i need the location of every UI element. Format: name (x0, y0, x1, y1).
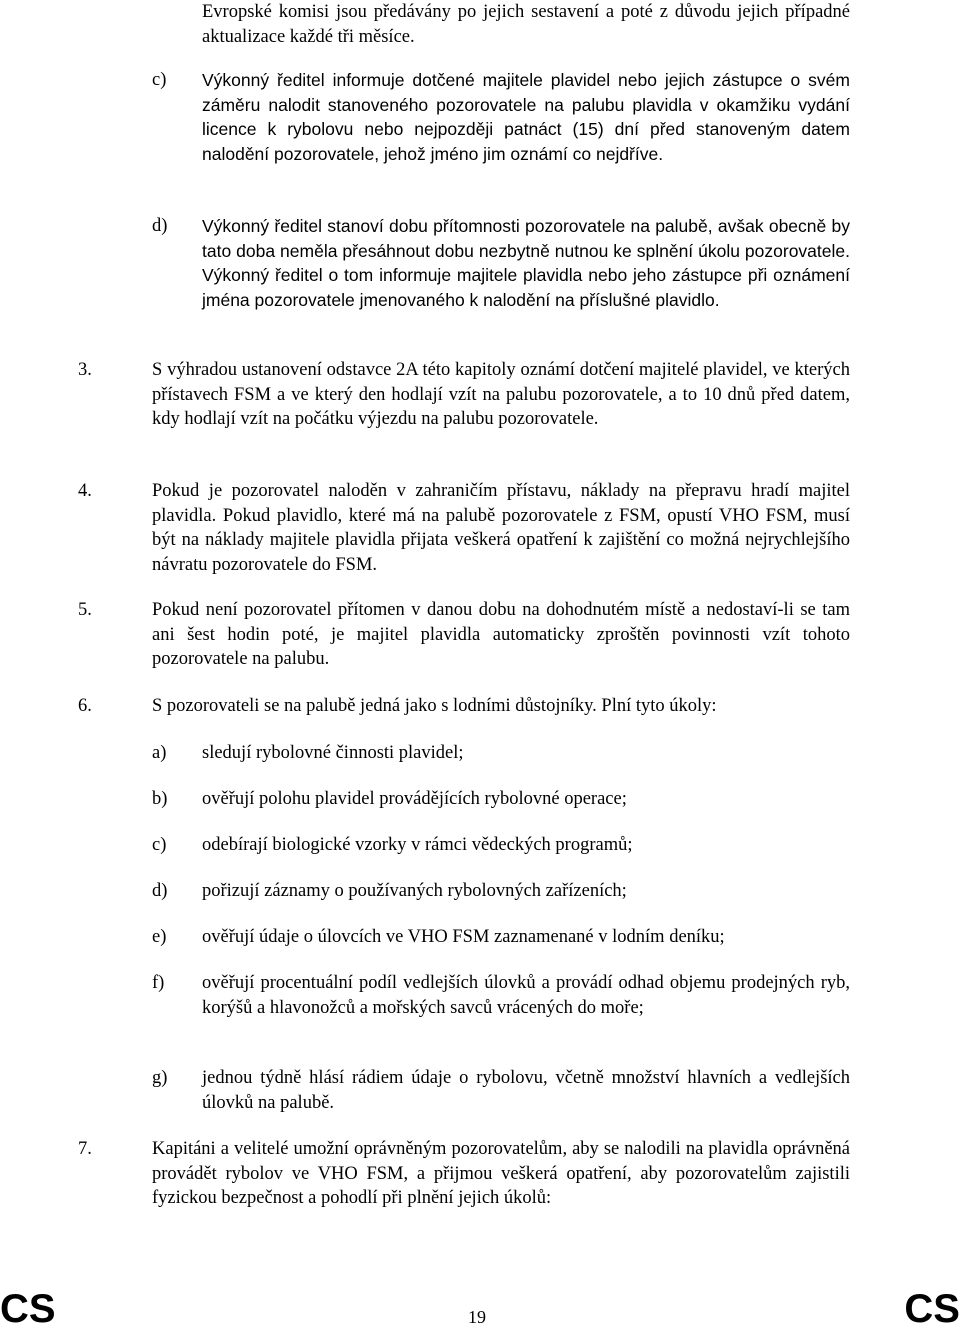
clause-d-label: d) (152, 216, 168, 236)
page-number: 19 (468, 1307, 486, 1327)
task-f-label: f) (152, 973, 165, 993)
item-7-number: 7. (78, 1139, 92, 1159)
item-5-text: Pokud není pozorovatel přítomen v danou dobu na dohodnutém místě a nedostaví-li se tam ani šest hodin poté, je majitel plavidla automaticky zproštěn povinnosti vzít tohoto pozorovatele na palubu. (152, 600, 850, 669)
task-c-label: c) (152, 835, 167, 855)
task-e-text: ověřují údaje o úlovcích ve VHO FSM zaznamenané v lodním deníku; (202, 927, 725, 947)
clause-c-label: c) (152, 70, 167, 90)
task-g-text: jednou týdně hlásí rádiem údaje o rybolovu, včetně množství hlavních a vedlejších úlovků na palubě. (202, 1068, 850, 1113)
task-e-label: e) (152, 927, 167, 947)
intro-continuation: Evropské komisi jsou předávány po jejich sestavení a poté z důvodu jejich případné aktualizace každé tři měsíce. (202, 2, 850, 47)
item-6-number: 6. (78, 696, 92, 716)
item-4-number: 4. (78, 481, 92, 501)
task-b-text: ověřují polohu plavidel provádějících rybolovné operace; (202, 789, 627, 809)
task-g-label: g) (152, 1068, 168, 1088)
task-c-text: odebírají biologické vzorky v rámci vědeckých programů; (202, 835, 633, 855)
task-b-label: b) (152, 789, 168, 809)
item-5-number: 5. (78, 600, 92, 620)
clause-d-text: Výkonný ředitel stanoví dobu přítomnosti pozorovatele na palubě, avšak obecně by tato doba neměla přesáhnout dobu nezbytně nutnou ke splnění úkolu pozorovatele. Výkonný ředitel o tom informuje majitele plavidla nebo jeho zástupce při oznámení jména pozorovatele jmenovaného k nalodění na příslušné plavidlo. (202, 216, 850, 310)
item-7-text: Kapitáni a velitelé umožní oprávněným pozorovatelům, aby se nalodili na plavidla oprávněná provádět rybolov ve VHO FSM, a přijmou veškerá opatření, aby pozorovatelům zajistili fyzickou bezpečnost a pohodlí při plnění jejich úkolů: (152, 1139, 850, 1208)
footer-language-left: CS (0, 1287, 56, 1331)
item-3-number: 3. (78, 360, 92, 380)
item-3-text: S výhradou ustanovení odstavce 2A této kapitoly oznámí dotčení majitelé plavidel, ve kterých přístavech FSM a ve který den hodlají vzít na palubu pozorovatele, a to 10 dnů před datem, kdy hodlají vzít na počátku výjezdu na palubu pozorovatele. (152, 360, 850, 429)
task-d-label: d) (152, 881, 168, 901)
task-f-text: ověřují procentuální podíl vedlejších úlovků a provádí odhad objemu prodejných ryb, korýšů a hlavonožců a mořských savců vrácených do moře; (202, 973, 850, 1018)
clause-c-text: Výkonný ředitel informuje dotčené majitele plavidel nebo jejich zástupce o svém záměru nalodit stanoveného pozorovatele na palubu plavidla v okamžiku vydání licence k rybolovu nebo nejpozději patnáct (15) dní před stanoveným datem nalodění pozorovatele, jehož jméno jim oznámí co nejdříve. (202, 70, 850, 164)
task-d-text: pořizují záznamy o používaných rybolovných zařízeních; (202, 881, 627, 901)
item-6-text: S pozorovateli se na palubě jedná jako s lodními důstojníky. Plní tyto úkoly: (152, 696, 717, 716)
item-4-text: Pokud je pozorovatel naloděn v zahraničím přístavu, náklady na přepravu hradí majitel plavidla. Pokud plavidlo, které má na palubě pozorovatele z FSM, opustí VHO FSM, musí být na náklady majitele plavidla přijata veškerá opatření k zajištění co možná nejrychlejšího návratu pozorovatele do FSM. (152, 481, 850, 575)
footer-language-right: CS (904, 1287, 960, 1331)
task-a-label: a) (152, 743, 167, 763)
task-a-text: sledují rybolovné činnosti plavidel; (202, 743, 464, 763)
